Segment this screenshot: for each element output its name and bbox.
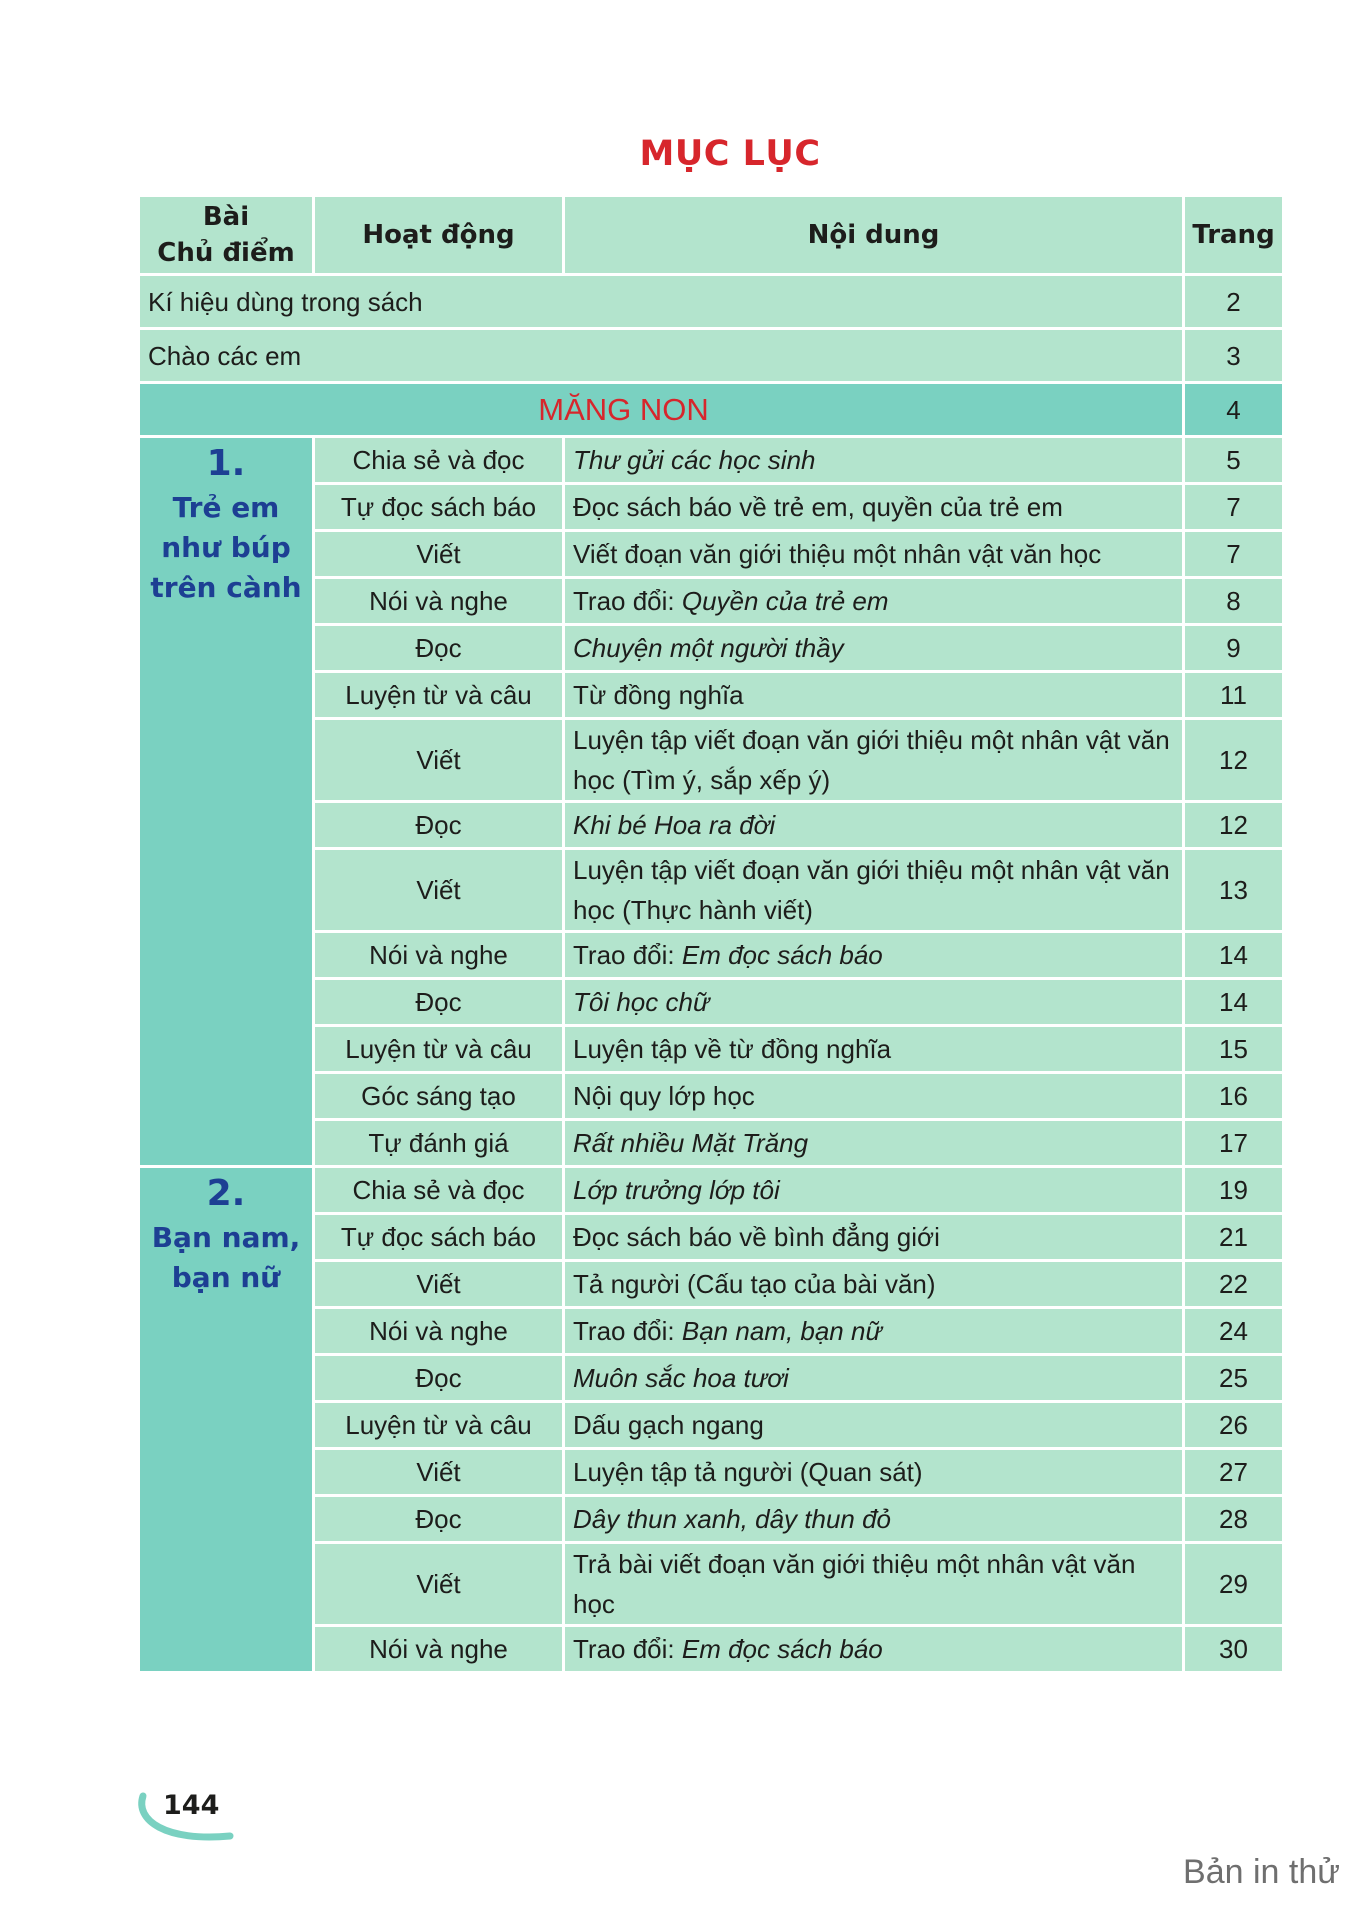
front-row-page: 2 <box>1184 275 1284 329</box>
activity-cell: Đọc <box>314 979 564 1026</box>
page-cell: 27 <box>1184 1449 1284 1496</box>
content-cell <box>564 1402 1184 1449</box>
activity-cell: Tự đọc sách báo <box>314 484 564 531</box>
content-cell <box>564 1355 1184 1402</box>
page-cell: 11 <box>1184 672 1284 719</box>
content-text: Từ đồng nghĩa <box>573 680 744 710</box>
header-page: Trang <box>1184 196 1284 275</box>
content-prefix: Trao đổi: <box>573 586 682 616</box>
activity-cell: Tự đánh giá <box>314 1120 564 1167</box>
page-cell: 24 <box>1184 1308 1284 1355</box>
content-cell <box>564 1308 1184 1355</box>
content-text: Nội quy lớp học <box>573 1081 755 1111</box>
theme-name-line: trên cành <box>150 571 302 604</box>
content-cell <box>564 1073 1184 1120</box>
page-cell: 5 <box>1184 437 1284 484</box>
content-text: Trả bài viết đoạn văn giới thiệu một nhân vật văn học <box>573 1549 1136 1619</box>
front-row <box>139 275 1284 329</box>
header-row <box>139 196 1284 275</box>
content-cell <box>564 1543 1184 1626</box>
content-text: Luyện tập về từ đồng nghĩa <box>573 1034 892 1064</box>
activity-cell: Đọc <box>314 1496 564 1543</box>
page-cell: 7 <box>1184 484 1284 531</box>
table-row <box>139 1167 1284 1214</box>
section-name: MĂNG NON <box>139 383 1184 437</box>
content-text: Dấu gạch ngang <box>573 1410 764 1440</box>
theme-number: 2. <box>206 1173 246 1214</box>
content-cell <box>564 719 1184 802</box>
page-cell: 17 <box>1184 1120 1284 1167</box>
content-cell <box>564 1167 1184 1214</box>
content-cell <box>564 1026 1184 1073</box>
activity-cell: Đọc <box>314 1355 564 1402</box>
content-cell <box>564 531 1184 578</box>
content-text: Luyện tập viết đoạn văn giới thiệu một nhân vật văn học (Thực hành viết) <box>573 855 1170 925</box>
page-cell: 8 <box>1184 578 1284 625</box>
theme-name-line: Trẻ em <box>172 491 280 524</box>
front-row-text: Kí hiệu dùng trong sách <box>139 275 1184 329</box>
content-cell <box>564 437 1184 484</box>
activity-cell: Chia sẻ và đọc <box>314 1167 564 1214</box>
header-activity: Hoạt động <box>314 196 564 275</box>
section-row <box>139 383 1284 437</box>
page-cell: 25 <box>1184 1355 1284 1402</box>
page-cell: 15 <box>1184 1026 1284 1073</box>
content-text: Em đọc sách báo <box>681 1634 883 1664</box>
activity-cell: Nói và nghe <box>314 1308 564 1355</box>
front-row-text: Chào các em <box>139 329 1184 383</box>
activity-cell: Góc sáng tạo <box>314 1073 564 1120</box>
draft-mark: Bản in thử <box>1183 1853 1340 1891</box>
front-row-page: 3 <box>1184 329 1284 383</box>
header-theme-line2: Chủ điểm <box>157 238 295 268</box>
activity-cell: Đọc <box>314 802 564 849</box>
activity-cell: Luyện từ và câu <box>314 672 564 719</box>
activity-cell: Viết <box>314 1261 564 1308</box>
content-text: Em đọc sách báo <box>681 940 883 970</box>
activity-cell: Nói và nghe <box>314 578 564 625</box>
content-cell <box>564 484 1184 531</box>
content-text: Thư gửi các học sinh <box>573 445 816 475</box>
content-cell <box>564 1449 1184 1496</box>
header-content: Nội dung <box>564 196 1184 275</box>
page-title: MỤC LỤC <box>639 134 821 174</box>
activity-cell: Nói và nghe <box>314 932 564 979</box>
content-text: Rất nhiều Mặt Trăng <box>573 1128 809 1158</box>
page-cell: 13 <box>1184 849 1284 932</box>
content-text: Chuyện một người thầy <box>573 633 844 663</box>
page-cell: 14 <box>1184 932 1284 979</box>
activity-cell: Đọc <box>314 625 564 672</box>
page-cell: 26 <box>1184 1402 1284 1449</box>
content-text: Luyện tập viết đoạn văn giới thiệu một nhân vật văn học (Tìm ý, sắp xếp ý) <box>573 725 1170 795</box>
activity-cell: Chia sẻ và đọc <box>314 437 564 484</box>
activity-cell: Viết <box>314 531 564 578</box>
page-cell: 22 <box>1184 1261 1284 1308</box>
activity-cell: Nói và nghe <box>314 1626 564 1673</box>
section-page: 4 <box>1184 383 1284 437</box>
page-cell: 16 <box>1184 1073 1284 1120</box>
content-text: Muôn sắc hoa tươi <box>573 1363 789 1393</box>
content-prefix: Trao đổi: <box>573 1634 682 1664</box>
content-text: Dây thun xanh, dây thun đỏ <box>573 1504 892 1534</box>
page-cell: 9 <box>1184 625 1284 672</box>
content-prefix: Trao đổi: <box>573 940 682 970</box>
page-cell: 19 <box>1184 1167 1284 1214</box>
activity-cell: Luyện từ và câu <box>314 1402 564 1449</box>
content-cell <box>564 1626 1184 1673</box>
content-cell <box>564 1214 1184 1261</box>
content-cell <box>564 979 1184 1026</box>
content-cell <box>564 1261 1184 1308</box>
content-cell <box>564 802 1184 849</box>
table-of-contents <box>137 194 1282 1674</box>
table-row <box>139 437 1284 484</box>
activity-cell: Luyện từ và câu <box>314 1026 564 1073</box>
content-cell <box>564 625 1184 672</box>
content-text: Tả người (Cấu tạo của bài văn) <box>573 1269 936 1299</box>
page-number-badge <box>135 1790 245 1850</box>
page-cell: 12 <box>1184 719 1284 802</box>
page-cell: 28 <box>1184 1496 1284 1543</box>
page-cell: 29 <box>1184 1543 1284 1626</box>
content-text: Luyện tập tả người (Quan sát) <box>573 1457 923 1487</box>
content-text: Tôi học chữ <box>573 987 710 1017</box>
content-cell <box>564 849 1184 932</box>
page-cell: 21 <box>1184 1214 1284 1261</box>
theme-name-line: bạn nữ <box>171 1261 281 1294</box>
content-cell <box>564 1496 1184 1543</box>
content-prefix: Trao đổi: <box>573 1316 682 1346</box>
content-text: Đọc sách báo về trẻ em, quyền của trẻ em <box>573 492 1063 522</box>
front-row <box>139 329 1284 383</box>
activity-cell: Viết <box>314 1449 564 1496</box>
content-text: Lớp trưởng lớp tôi <box>573 1175 780 1205</box>
page-cell: 14 <box>1184 979 1284 1026</box>
activity-cell: Viết <box>314 719 564 802</box>
theme-cell <box>139 437 314 1167</box>
content-cell <box>564 932 1184 979</box>
page-cell: 30 <box>1184 1626 1284 1673</box>
content-text: Quyền của trẻ em <box>681 586 889 616</box>
content-text: Viết đoạn văn giới thiệu một nhân vật văn học <box>573 539 1102 569</box>
content-text: Khi bé Hoa ra đời <box>573 810 776 840</box>
theme-name-line: Bạn nam, <box>151 1221 301 1254</box>
theme-name-line: như búp <box>161 531 291 564</box>
page-cell: 7 <box>1184 531 1284 578</box>
header-theme <box>139 196 314 275</box>
content-text: Đọc sách báo về bình đẳng giới <box>573 1222 940 1252</box>
theme-number: 1. <box>206 443 246 484</box>
page-cell: 12 <box>1184 802 1284 849</box>
content-cell <box>564 672 1184 719</box>
content-cell <box>564 1120 1184 1167</box>
theme-cell <box>139 1167 314 1673</box>
activity-cell: Viết <box>314 1543 564 1626</box>
content-cell <box>564 578 1184 625</box>
activity-cell: Viết <box>314 849 564 932</box>
header-theme-line1: Bài <box>202 202 250 232</box>
content-text: Bạn nam, bạn nữ <box>681 1316 882 1346</box>
page-number: 144 <box>163 1790 220 1821</box>
activity-cell: Tự đọc sách báo <box>314 1214 564 1261</box>
